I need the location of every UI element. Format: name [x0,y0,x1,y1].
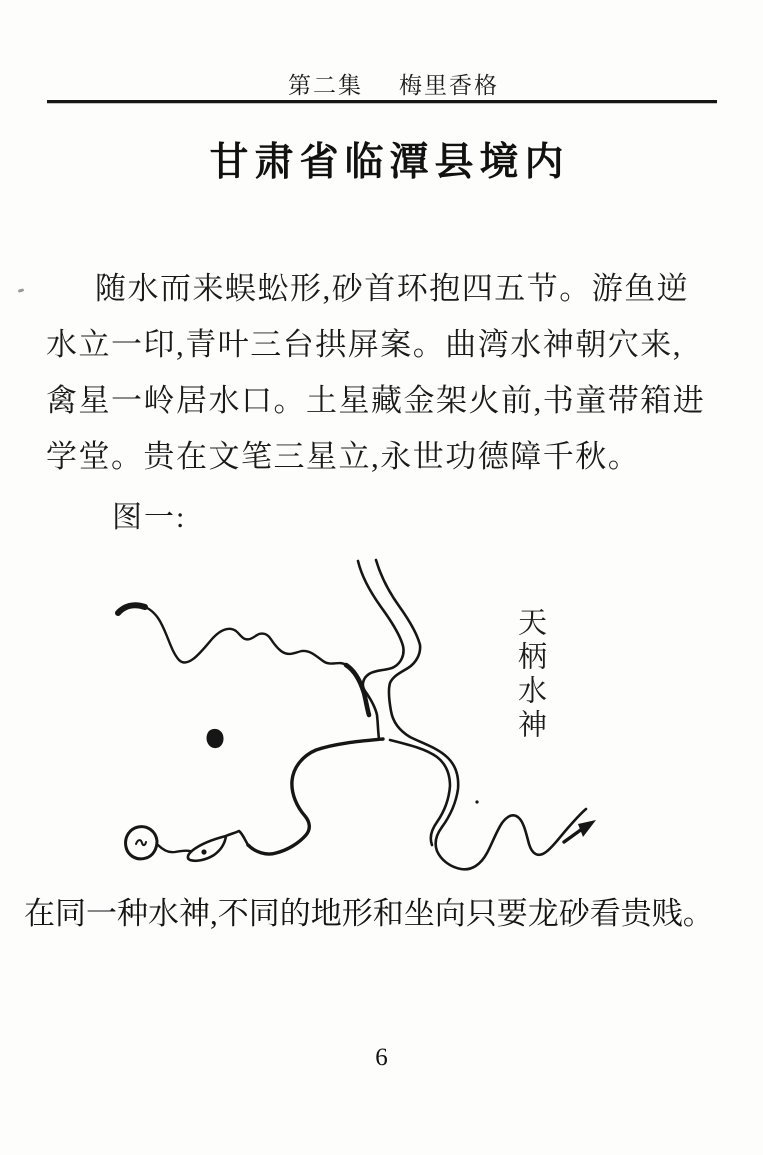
black-dot-marker [207,729,224,748]
tributary-line [120,605,346,665]
leaf-islet-dot [201,849,206,854]
shore-connector-line [158,845,190,852]
figure-annotation: 天柄水神 [514,607,546,743]
figure-river-map [0,550,763,900]
figure-caption: 在同一种水神,不同的地形和坐向只要龙砂看贵贱。 [24,896,714,931]
shore-wave-line [226,831,248,845]
ink-dot [475,800,478,803]
river-east-bank [376,560,586,869]
body-line-4: 学堂。贵在文笔三星立,永世功德障千秋。 [46,439,641,474]
header-rule-line [47,100,717,103]
flow-direction-arrow-head [578,820,596,837]
dome-left-bank [248,739,383,854]
body-line-2: 水立一印,青叶三台拱屏案。曲湾水神朝穴来, [46,327,682,362]
leaf-islet [188,836,226,861]
page-title: 甘肃省临潭县境内 [209,141,570,184]
header-collection: 梅里香格 [399,73,499,98]
pond-inner-mark [136,840,146,845]
body-line-3: 禽星一岭居水口。土星藏金架火前,书童带箱进 [46,383,706,418]
running-header [12,67,763,100]
scan-speck [18,288,25,292]
page-number: 6 [375,1044,388,1071]
river-west-bank [358,561,404,739]
figure-label: 图一: [112,501,187,534]
header-volume: 第二集 [288,73,363,98]
tributary-start-hook [118,605,145,613]
body-line-1: 随水而来蜈蚣形,砂首环抱四五节。游鱼逆 [95,271,690,306]
